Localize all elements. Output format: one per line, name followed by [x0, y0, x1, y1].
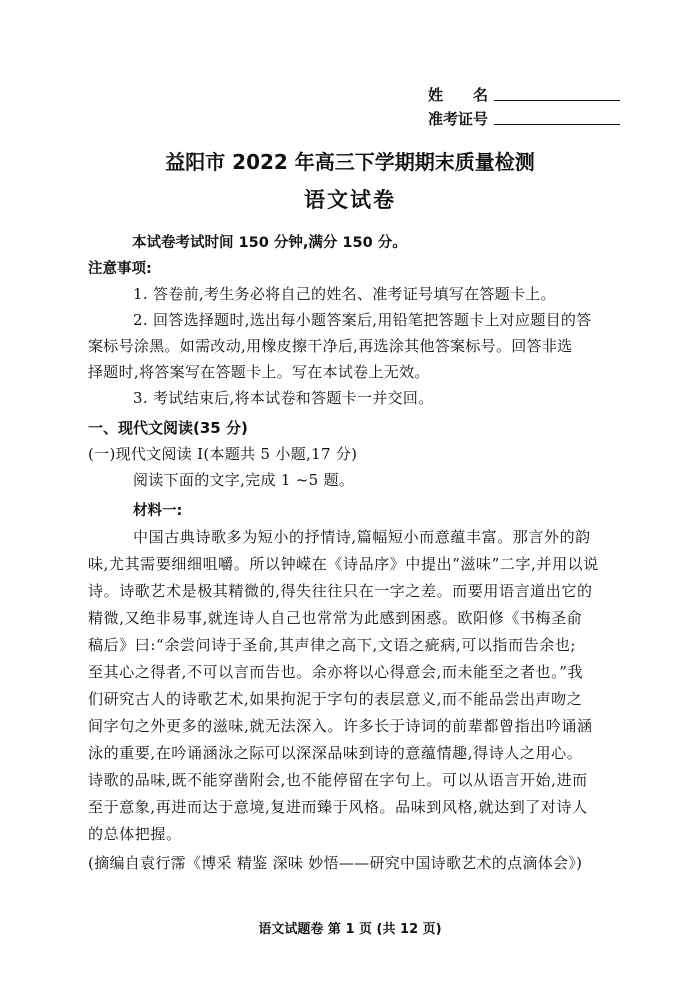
- passage-line: 至其心之得者,不可以言而告也。余亦将以心得意会,而未能至之者也。”我: [88, 663, 584, 681]
- name-field-line: [494, 100, 620, 101]
- notice-item: 择题时,将答案写在答题卡上。写在本试卷上无效。: [88, 363, 430, 381]
- name-label: 姓 名: [428, 86, 489, 104]
- exam-id-field-line: [494, 124, 620, 125]
- page-footer: 语文试题卷 第 1 页 (共 12 页): [258, 922, 442, 937]
- reading-instruction: 阅读下面的文字,完成 1 ~5 题。: [133, 471, 355, 489]
- passage-line: 们研究古人的诗歌艺术,如果拘泥于字句的表层意义,而不能品尝出声吻之: [88, 690, 583, 708]
- exam-intro: 本试卷考试时间 150 分钟,满分 150 分。: [132, 235, 407, 251]
- subsection-heading: (一)现代文阅读 I(本题共 5 小题,17 分): [88, 445, 358, 463]
- passage-source: (摘编自袁行霈《博采 精鉴 深味 妙悟——研究中国诗歌艺术的点滴体会》): [88, 854, 583, 872]
- passage-line: 诗歌的品味,既不能穿凿附会,也不能停留在字句上。可以从语言开始,进而: [88, 771, 588, 789]
- passage-line: 中国古典诗歌多为短小的抒情诗,篇幅短小而意蕴丰富。那言外的韵: [133, 528, 591, 546]
- exam-title: 益阳市 2022 年高三下学期期末质量检测: [165, 150, 535, 174]
- notice-item: 2. 回答选择题时,选出每小题答案后,用铅笔把答题卡上对应题目的答: [133, 311, 592, 329]
- notice-item: 3. 考试结束后,将本试卷和答题卡一并交回。: [133, 389, 434, 407]
- passage-line: 至于意象,再进而达于意境,复进而臻于风格。品味到风格,就达到了对诗人: [88, 798, 588, 816]
- section-heading: 一、现代文阅读(35 分): [88, 419, 248, 437]
- exam-subtitle: 语文试卷: [304, 188, 396, 212]
- exam-id-label: 准考证号: [428, 110, 489, 128]
- notice-heading: 注意事项:: [88, 261, 152, 277]
- passage-line: 精微,又绝非易事,就连诗人自己也常常为此感到困惑。欧阳修《书梅圣俞: [88, 609, 583, 627]
- passage-line: 稿后》曰:“余尝问诗于圣俞,其声律之高下,文语之疵病,可以指而告余也;: [88, 636, 577, 654]
- passage-line: 味,尤其需要细细咀嚼。所以钟嵘在《诗品序》中提出“滋味”二字,并用以说: [88, 555, 599, 573]
- notice-item: 案标号涂黑。如需改动,用橡皮擦干净后,再选涂其他答案标号。回答非选: [88, 337, 573, 355]
- passage-line: 的总体把握。: [88, 825, 182, 843]
- material-label: 材料一:: [133, 503, 183, 519]
- passage-line: 间字句之外更多的滋味,就无法深入。许多长于诗词的前辈都曾指出吟诵涵: [88, 717, 593, 735]
- passage-line: 泳的重要,在吟诵涵泳之际可以深深品味到诗的意蕴情趣,得诗人之用心。: [88, 744, 583, 762]
- passage-line: 诗。诗歌艺术是极其精微的,得失往往只在一字之差。而要用语言道出它的: [88, 582, 593, 600]
- notice-item: 1. 答卷前,考生务必将自己的姓名、准考证号填写在答题卡上。: [133, 285, 556, 303]
